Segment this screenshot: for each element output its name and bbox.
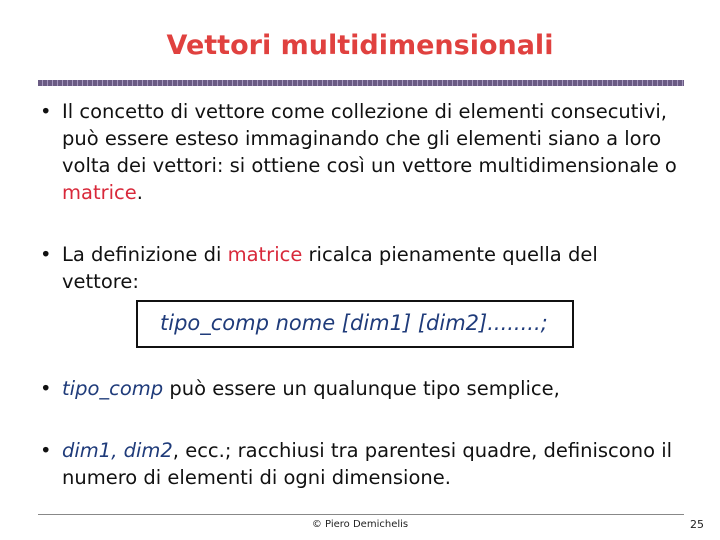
footer-copyright: © Piero Demichelis bbox=[311, 519, 409, 530]
bullet-dot: • bbox=[40, 243, 52, 266]
bullet-dot: • bbox=[40, 439, 52, 462]
bullet-text bbox=[62, 241, 680, 295]
bullet-text-part: può essere un qualunque tipo semplice, bbox=[163, 377, 560, 400]
highlight-term: matrice bbox=[62, 181, 137, 204]
bullet-text-part: , ecc.; racchiusi tra parentesi quadre, definiscono il numero di elementi di ogni dimensione. bbox=[62, 439, 673, 489]
bullet-text bbox=[62, 98, 680, 206]
bullet-item bbox=[40, 98, 680, 206]
italic-term: dim1, dim2 bbox=[62, 439, 173, 462]
title-divider bbox=[38, 80, 684, 86]
bullet-text bbox=[62, 437, 680, 491]
bullet-item bbox=[40, 241, 680, 295]
italic-term: tipo_comp bbox=[62, 377, 164, 400]
bullet-text-part: ricalca pienamente quella del vettore: bbox=[62, 243, 598, 293]
page-number: 25 bbox=[690, 518, 704, 531]
code-box bbox=[136, 300, 574, 348]
bullet-dot: • bbox=[40, 100, 52, 123]
code-declaration: tipo_comp nome [dim1] [dim2]........; bbox=[160, 311, 548, 335]
footer-divider bbox=[38, 514, 684, 515]
bullet-item bbox=[40, 437, 680, 491]
bullet-dot: • bbox=[40, 377, 52, 400]
highlight-term: matrice bbox=[227, 243, 303, 266]
bullet-text-part: Il concetto di vettore come collezione di elementi consecutivi, può essere esteso immaginando che gli elementi siano a loro volta dei vettori: si ottiene così un vettore multidimensionale o bbox=[62, 100, 677, 177]
bullet-text bbox=[62, 375, 680, 402]
bullet-text-part: La definizione di bbox=[62, 243, 228, 266]
bullet-item bbox=[40, 375, 680, 402]
bullet-text-part: . bbox=[136, 181, 143, 204]
slide-title: Vettori multidimensionali bbox=[166, 30, 554, 61]
